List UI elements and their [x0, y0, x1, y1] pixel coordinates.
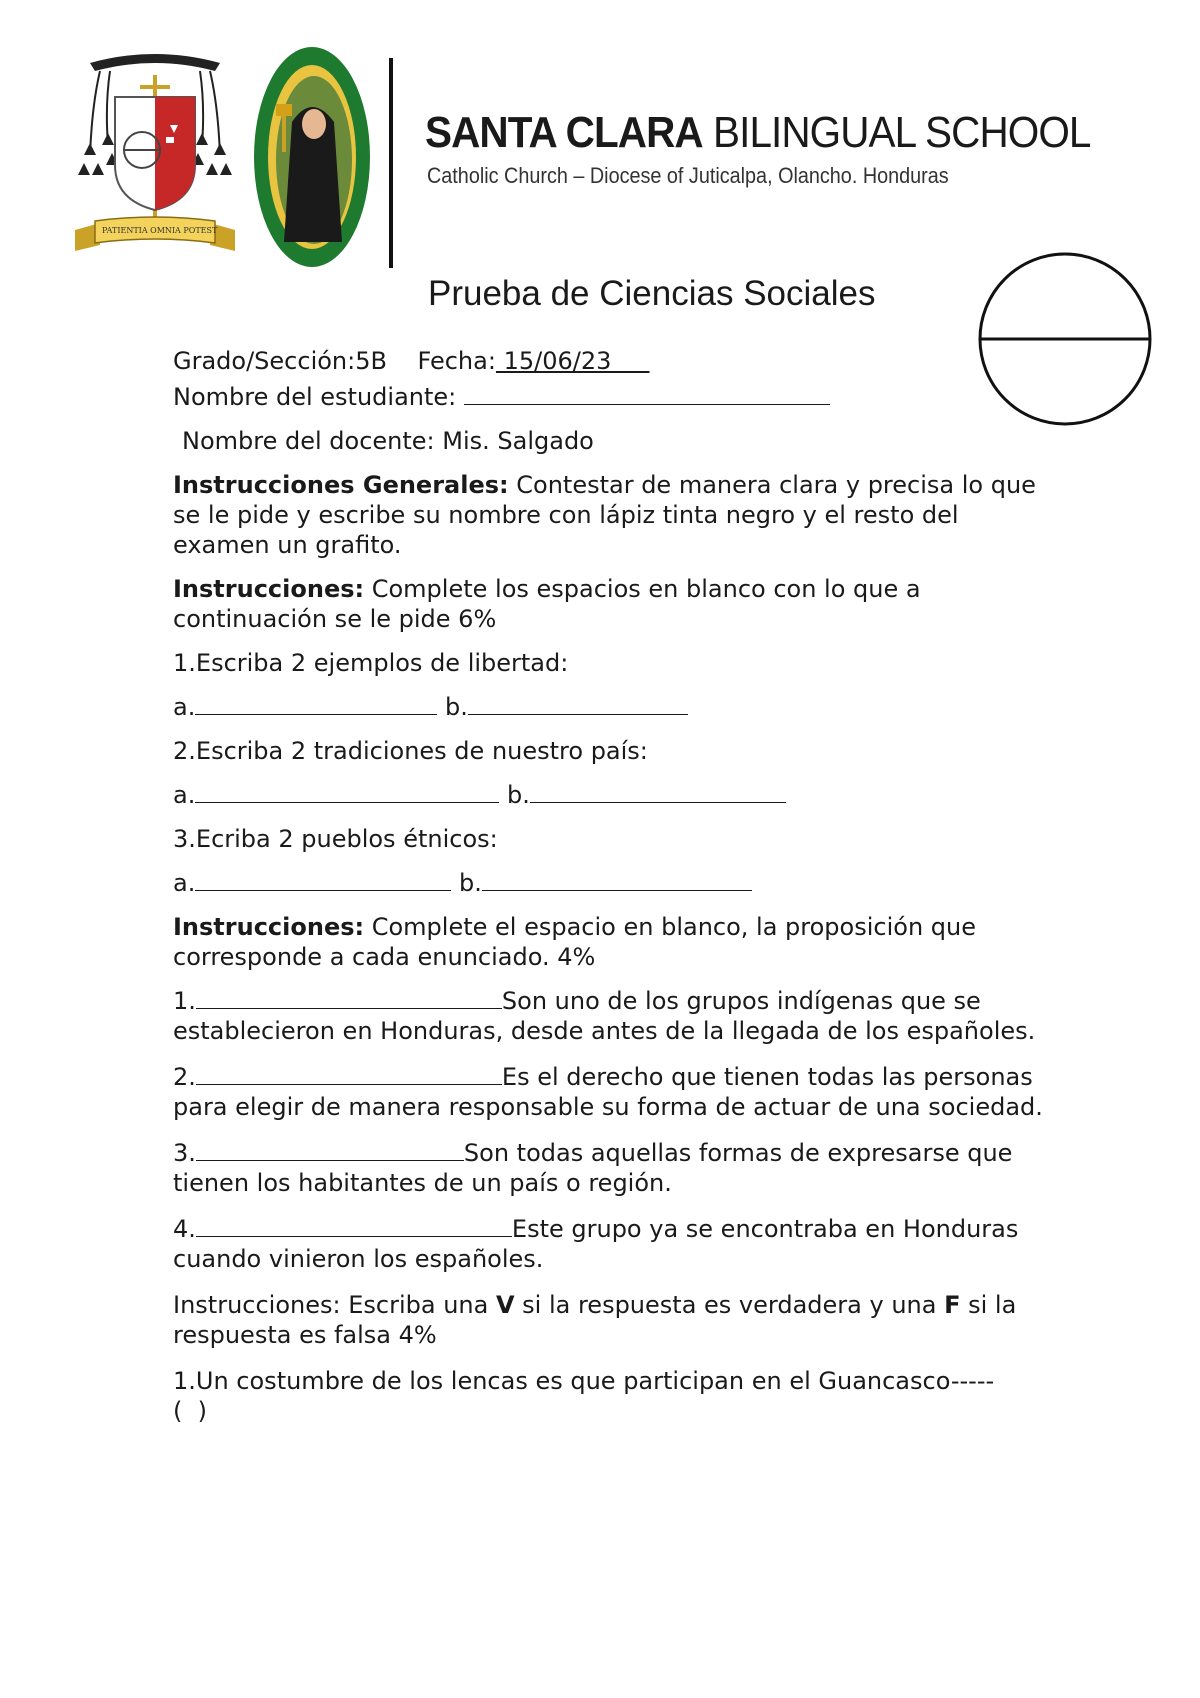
section1-text: Complete los espacios en blanco con lo que a continuación se le pide 6%	[173, 575, 921, 633]
student-name-label: Nombre del estudiante:	[173, 383, 464, 411]
section1-answer-row-1	[173, 692, 1053, 722]
section2-instructions	[173, 912, 1053, 972]
grade-label: Grado/Sección:5B	[173, 347, 387, 375]
item-number: 4.	[173, 1215, 196, 1243]
general-instructions	[173, 470, 1053, 560]
student-name-row	[173, 382, 1053, 412]
section3-text-2: si la respuesta es verdadera y una	[514, 1291, 945, 1319]
item-blank[interactable]	[196, 986, 502, 1009]
section1-instructions	[173, 574, 1053, 634]
santa-clara-seal-logo	[252, 42, 372, 272]
header-divider	[389, 58, 393, 268]
section1-question-1: 1.Escriba 2 ejemplos de libertad:	[173, 649, 569, 677]
answer-b-label: b.	[506, 781, 530, 809]
crest-motto: PATIENTIA OMNIA POTEST	[102, 226, 218, 235]
section3-item-1	[173, 1366, 1053, 1426]
section2-label: Instrucciones:	[173, 913, 365, 941]
item-number: 1.	[173, 987, 196, 1015]
section1-question-3: 3.Ecriba 2 pueblos étnicos:	[173, 825, 498, 853]
school-subtitle: Catholic Church – Diocese of Juticalpa, Olancho. Honduras	[427, 163, 949, 188]
school-name-bold: SANTA CLARA	[425, 108, 703, 157]
item-blank[interactable]	[196, 1214, 512, 1237]
exam-body	[173, 346, 1053, 1426]
item-number: 3.	[173, 1139, 196, 1167]
general-instructions-label: Instrucciones Generales:	[173, 471, 509, 499]
section2-item-1	[173, 986, 1053, 1046]
section1-question-2: 2.Escriba 2 tradiciones de nuestro país:	[173, 737, 648, 765]
answer-a-blank[interactable]	[195, 692, 437, 715]
item-text: Este grupo ya se encontraba en Honduras cuando vinieron los españoles.	[173, 1215, 1019, 1273]
school-name-rest: BILINGUAL SCHOOL	[702, 108, 1091, 157]
section3-f: F	[944, 1291, 961, 1319]
grade-date-row	[173, 346, 1053, 376]
exam-title: Prueba de Ciencias Sociales	[428, 274, 876, 313]
answer-a-label: a.	[173, 693, 196, 721]
item-blank[interactable]	[196, 1138, 464, 1161]
date-value[interactable]: 15/06/23	[495, 347, 650, 375]
teacher-name: Nombre del docente: Mis. Salgado	[182, 427, 594, 455]
date-label: Fecha:	[417, 347, 496, 375]
item-text: Son uno de los grupos indígenas que se establecieron en Honduras, desde antes de la llegada de los españoles.	[173, 987, 1036, 1045]
section2-item-3	[173, 1138, 1053, 1198]
answer-a-label: a.	[173, 869, 196, 897]
student-name-blank[interactable]	[464, 382, 830, 405]
item-text: Son todas aquellas formas de expresarse que tienen los habitantes de un país o región.	[173, 1139, 1013, 1197]
answer-a-blank[interactable]	[195, 780, 499, 803]
answer-b-blank[interactable]	[468, 692, 688, 715]
general-instructions-text: Contestar de manera clara y precisa lo que se le pide y escribe su nombre con lápiz tinta negro y el resto del examen un grafito.	[173, 471, 1036, 559]
section3-instructions	[173, 1290, 1053, 1350]
item-text: Es el derecho que tienen todas las personas para elegir de manera responsable su forma de actuar de una sociedad.	[173, 1063, 1043, 1121]
school-name	[425, 108, 1090, 158]
item-number: 2.	[173, 1063, 196, 1091]
answer-a-label: a.	[173, 781, 196, 809]
section2-text: Complete el espacio en blanco, la proposición que corresponde a cada enunciado. 4%	[173, 913, 976, 971]
answer-b-label: b.	[444, 693, 468, 721]
answer-a-blank[interactable]	[195, 868, 451, 891]
section1-answer-row-2	[173, 780, 1053, 810]
section1-label: Instrucciones:	[173, 575, 365, 603]
item-text: 1.Un costumbre de los lencas es que participan en el Guancasco-----	[173, 1367, 995, 1395]
section2-item-4	[173, 1214, 1053, 1274]
answer-b-blank[interactable]	[482, 868, 752, 891]
section3-v: V	[495, 1291, 515, 1319]
item-blank[interactable]	[196, 1062, 502, 1085]
answer-parentheses[interactable]: ( )	[173, 1397, 207, 1425]
diocese-crest-logo	[70, 45, 240, 275]
section3-text-3: si la respuesta es falsa 4%	[173, 1291, 1017, 1349]
section2-item-2	[173, 1062, 1053, 1122]
section3-text-1: Instrucciones: Escriba una	[173, 1291, 496, 1319]
answer-b-blank[interactable]	[530, 780, 786, 803]
answer-b-label: b.	[458, 869, 482, 897]
section1-answer-row-3	[173, 868, 1053, 898]
